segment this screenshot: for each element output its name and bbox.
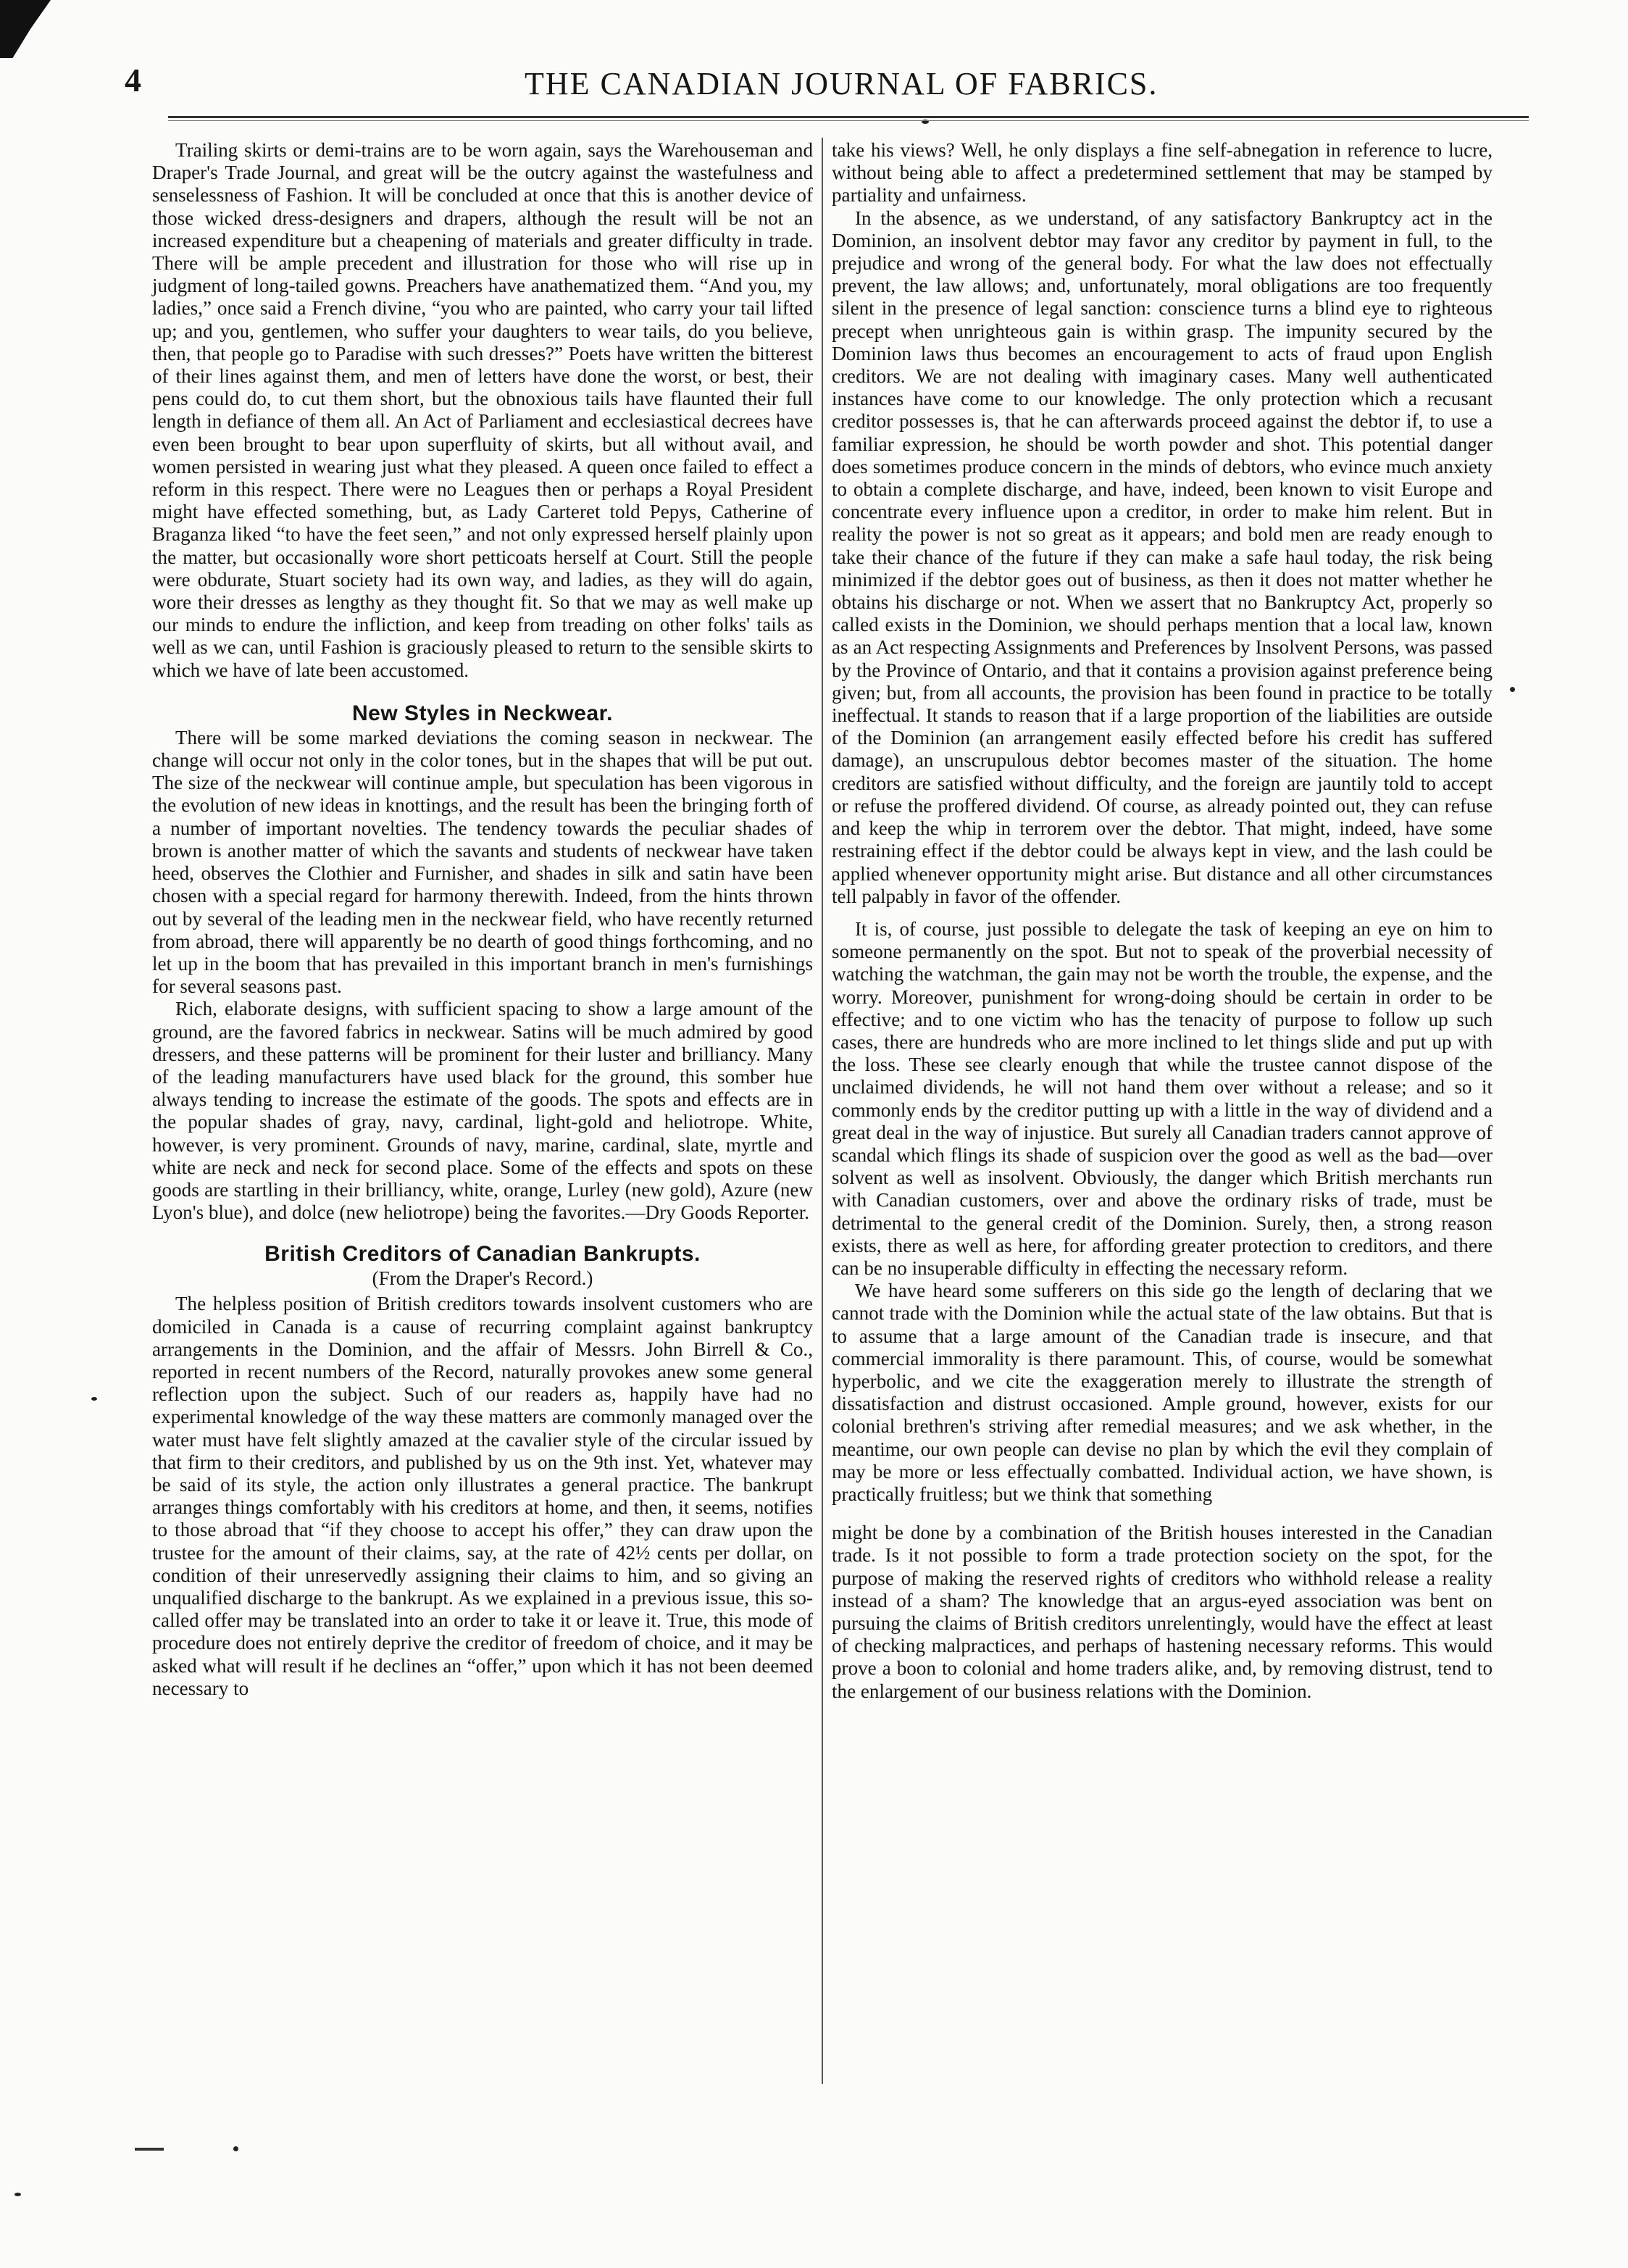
header-rule [168,116,1529,118]
journal-title: THE CANADIAN JOURNAL OF FABRICS. [525,66,1159,101]
scan-speck [1510,687,1515,692]
article-british-creditors [152,1241,813,1700]
article-paragraph: In the absence, as we understand, of any satisfactory Bankruptcy act in the Dominion, an insolvent debtor may favor any creditor by payment in full, to the prejudice and wrong of the general body. For what the law does not effectually prevent, the law allows; and, unfortunately, moral obligations are too frequently silent in the presence of legal sanction: conscience turns a blind eye to righteous precept when unrighteous gain is within grasp. The impunity secured by the Dominion laws thus becomes an encouragement to acts of fraud upon English creditors. We are not dealing with imaginary cases. Many well authenticated instances have come to our knowledge. The only protection which a recusant creditor possesses is, that he can afterwards proceed against the debtor if, to use a familiar expression, he should be worth powder and shot. This potential danger does sometimes produce concern in the minds of debtors, who evince much anxiety to obtain a complete discharge, and have, indeed, been known to visit Europe and concentrate every influence upon a creditor, in order to make him relent. But in reality the power is not so great as it appears; and bold men are ready enough to take their chance of the future if they can make a safe haul today, the risk being minimized if the debtor goes out of business, as then it does not matter whether he obtains his discharge or not. When we assert that no Bankruptcy Act, properly so called exists in the Dominion, we should perhaps mention that a local law, known as an Act respecting Assignments and Preferences by Insolvent Persons, was passed by the Province of Ontario, and that it contains a provision against preference being given; but, from all accounts, the provision has been found in practice to be totally ineffectual. It stands to reason that if a large proportion of the liabilities are outside of the Dominion (an arrangement easily effected before his credit has suffered damage), an unscrupulous debtor becomes master of the situation. The home creditors are satisfied without difficulty, and the foreign are jauntily told to accept or refuse the proffered dividend. Of course, as already pointed out, they can refuse and keep the whip in terrorem over the debtor. That might, indeed, have some restraining effect if the debtor could be always kept in view, and the lash could be applied whenever opportunity might arise. But distance and all other circumstances tell palpably in favor of the offender. [832,207,1493,907]
scan-speck [14,2193,21,2196]
scan-corner-mark [0,0,51,58]
footer-mark [135,2148,164,2151]
article-paragraph: There will be some marked deviations the coming season in neckwear. The change will occur not only in the color tones, but in the shapes that will be put out. The size of the neckwear will continue ample, but speculation has been vigorous in the evolution of new ideas in knottings, and the result has been the bringing forth of a number of important novelties. The tendency towards the peculiar shades of brown is another matter of which the savants and students of neckwear have taken heed, observes the Clothier and Furnisher, and shades in silk and satin have been chosen with a special regard for harmony therewith. Indeed, from the hints thrown out by several of the leading men in the neckwear field, who have recently returned from abroad, there will apparently be no dearth of good things forthcoming, and no let up in the boom that has prevailed in this important branch in men's furnishings for several seasons past. [152,726,813,998]
header-rule-thin [168,120,1529,121]
article-paragraph: take his views? Well, he only displays a fine self-abnegation in reference to lucre, without being able to affect a predetermined settlement that may be stamped by partiality and unfairness. [832,139,1493,207]
article-source: (From the Draper's Record.) [372,1267,593,1290]
scan-speck [233,2146,238,2151]
article-paragraph: It is, of course, just possible to delegate the task of keeping an eye on him to someone permanently on the spot. But not to speak of the proverbial necessity of watching the watchman, the gain may not be worth the trouble, the expense, and the worry. Moreover, punishment for wrong-doing should be certain in order to be effective; and to one victim who has the tenacity of purpose to follow up such cases, there are hundreds who are more inclined to let things slide and put up with the loss. These see clearly enough that while the trustee cannot dispose of the unclaimed dividends, he will not hand them over without a release; and so it commonly ends by the creditor putting up with a little in the way of dividend and a great deal in the way of injustice. But surely all Canadian traders cannot approve of scandal which flings its shade of suspicion over the good as well as the bad—over solvent as well as insolvent. Obviously, the danger which British merchants run with Canadian customers, over and above the ordinary risks of trade, must be detrimental to the general credit of the Dominion. Surely, then, a strong reason exists, there as well as here, for affording greater protection to creditors, and there can be no insuperable difficulty in effecting the necessary reform. [832,917,1493,1279]
article-neckwear [152,701,813,1224]
page-number: 4 [125,62,141,99]
article-paragraph: We have heard some sufferers on this side go the length of declaring that we cannot trade with the Dominion while the actual state of the law obtains. But that is to assume that a large amount of the Canadian trade is insecure, and that commercial immorality is there paramount. This, of course, would be somewhat hyperbolic, and we cite the exaggeration merely to illustrate the strength of dissatisfaction and distrust occasioned. Ample ground, however, exists for our colonial brethren's striving after remedial measures; and we ask whether, in the meantime, our own people can devise no plan by which the evil they complain of may be more or less effectually combatted. Individual action, we have shown, is practically fruitless; but we think that something [832,1280,1493,1505]
right-column [832,139,1493,1703]
section-heading: British Creditors of Canadian Bankrupts. [264,1242,701,1267]
article-paragraph: Rich, elaborate designs, with sufficient spacing to show a large amount of the ground, are the favored fabrics in neckwear. Satins will be much admired by good dressers, and these patterns will be prominent for their luster and brilliancy. Many of the leading manufacturers have used black for the ground, this somber hue always tending to increase the estimate of the goods. The spots and effects are in the popular shades of gray, navy, cardinal, light-gold and heliotrope. White, however, is very prominent. Grounds of navy, marine, cardinal, slate, myrtle and white are neck and neck for second place. Some of the effects and spots on these goods are startling in their brilliancy, white, orange, Lurley (new gold), Azure (new Lyon's blue), and dolce (new heliotrope) being the favorites.—Dry Goods Reporter. [152,998,813,1224]
article-paragraph: Trailing skirts or demi-trains are to be worn again, says the Warehouseman and Draper's Trade Journal, and great will be the outcry against the wastefulness and senselessness of Fashion. It will be concluded at once that this is another device of those wicked dress-designers and drapers, although the result will be not an increased expenditure but a cheapening of materials and greater difficulty in trade. There will be ample precedent and illustration for those who will rise up in judgment of long-tailed gowns. Preachers have anathematized them. “And you, my ladies,” once said a French divine, “you who are painted, who carry your tail lifted up; and you, gentlemen, who suffer your daughters to wear tails, do you believe, then, that people go to Paradise with such dresses?” Poets have written the bitterest of their lines against them, and men of letters have done the worst, or best, their pens could do, to cut them short, but the obnoxious tails have flaunted their full length in defiance of them all. An Act of Parliament and ecclesiastical decrees have even been brought to bear upon superfluity of skirts, but all without avail, and women persisted in wearing just what they pleased. A queen once failed to effect a reform in this respect. There were no Leagues then or perhaps a Royal President might have effected something, but, as Lady Carteret told Pepys, Catherine of Braganza liked “to have the feet seen,” and not only expressed herself plainly upon the matter, but occasionally wore short petticoats herself at Court. Still the people were obdurate, Stuart society had its own way, and ladies, as they will do again, wore their dresses as lengthy as they thought fit. So that we may as well make up our minds to endure the infliction, and keep from treading on other folks' tails as well as we can, until Fashion is graciously pleased to return to the sensible skirts to which we have of late been accustomed. [152,139,813,681]
article-trailing-skirts [152,139,813,682]
scan-speck [91,1397,97,1401]
left-column [152,139,813,1700]
article-paragraph: might be done by a combination of the British houses interested in the Canadian trade. Is it not possible to form a trade protection society on the spot, for the purpose of making the reserved rights of creditors who withhold release a reality instead of a sham? The knowledge that an argus-eyed association was bent on pursuing the claims of British creditors unrelentingly, would have the effect at least of checking malpractices, and perhaps of hastening necessary reforms. This would prove a boon to colonial and home traders alike, and, by removing distrust, tend to the enlargement of our business relations with the Dominion. [832,1522,1493,1702]
article-paragraph: The helpless position of British creditors towards insolvent customers who are domiciled in Canada is a cause of recurring complaint against bankruptcy arrangements in the Dominion, and the affair of Messrs. John Birrell & Co., reported in recent numbers of the Record, naturally provokes anew some general reflection upon the subject. Such of our readers as, happily have had no experimental knowledge of the way these matters are commonly managed over the water must have felt slightly amazed at the cavalier style of the circular issued by that firm to their creditors, and published by us on the 9th inst. Yet, whatever may be said of its style, the action only illustrates a general practice. The bankrupt arranges things comfortably with his creditors at home, and then, it seems, notifies to those abroad that “if they choose to accept his offer,” they can draw upon the trustee for the amount of their claims, say, at the rate of 42½ cents per dollar, on condition of their unreservedly assigning their claims to him, and so giving an unqualified discharge to the bankrupt. As we explained in a previous issue, this so-called offer may be translated into an order to take it or leave it. True, this mode of procedure does not entirely deprive the creditor of freedom of choice, and it may be asked what will result if he declines an “offer,” upon which it has not been deemed necessary to [152,1293,813,1699]
section-heading: New Styles in Neckwear. [351,701,613,725]
column-divider [822,138,823,2084]
